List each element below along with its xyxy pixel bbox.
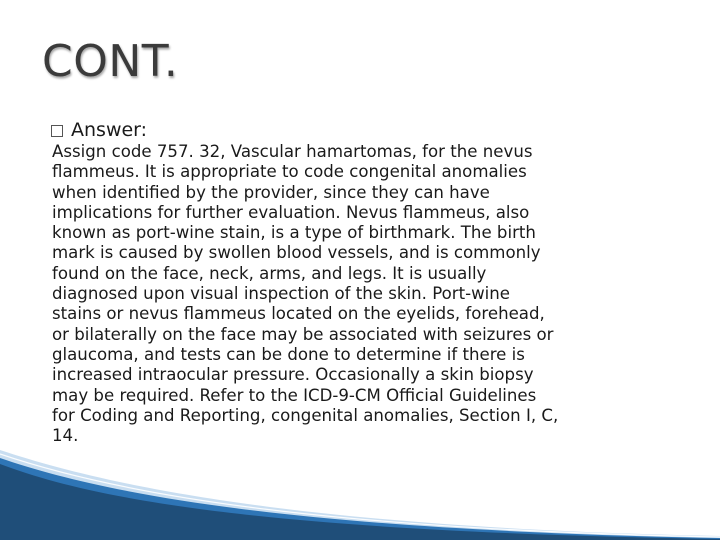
body-line: for Coding and Reporting, congenital anomalies, Section I, C, bbox=[52, 405, 559, 425]
checkbox-bullet-icon bbox=[51, 125, 63, 137]
body-line: may be required. Refer to the ICD-9-CM Official Guidelines bbox=[52, 385, 537, 405]
body-line: implications for further evaluation. Nevus flammeus, also bbox=[52, 202, 530, 222]
body-line: diagnosed upon visual inspection of the skin. Port-wine bbox=[52, 284, 511, 304]
body-line: or bilaterally on the face may be associated with seizures or bbox=[52, 324, 554, 344]
bullet-label: Answer: bbox=[71, 119, 148, 141]
body-line: flammeus. It is appropriate to code congenital anomalies bbox=[52, 162, 527, 182]
bottom-wave-decoration bbox=[0, 450, 720, 540]
body-line: known as port-wine stain, is a type of birthmark. The birth bbox=[52, 223, 536, 243]
body-line: mark is caused by swollen blood vessels, and is commonly bbox=[52, 243, 541, 263]
body-line: 14. bbox=[52, 426, 79, 446]
body-line: found on the face, neck, arms, and legs. It is usually bbox=[52, 263, 487, 283]
body-line: stains or nevus flammeus located on the eyelids, forehead, bbox=[52, 304, 545, 324]
body-line: glaucoma, and tests can be done to determine if there is bbox=[52, 344, 525, 364]
body-line: when identified by the provider, since they can have bbox=[52, 182, 490, 202]
body-line: increased intraocular pressure. Occasionally a skin biopsy bbox=[52, 365, 534, 385]
slide-title: CONT. bbox=[42, 36, 179, 87]
body-line: Assign code 757. 32, Vascular hamartomas, for the nevus bbox=[52, 142, 533, 161]
wave-dark-band bbox=[0, 464, 720, 540]
answer-body bbox=[52, 142, 692, 446]
bullet-answer bbox=[51, 119, 147, 141]
